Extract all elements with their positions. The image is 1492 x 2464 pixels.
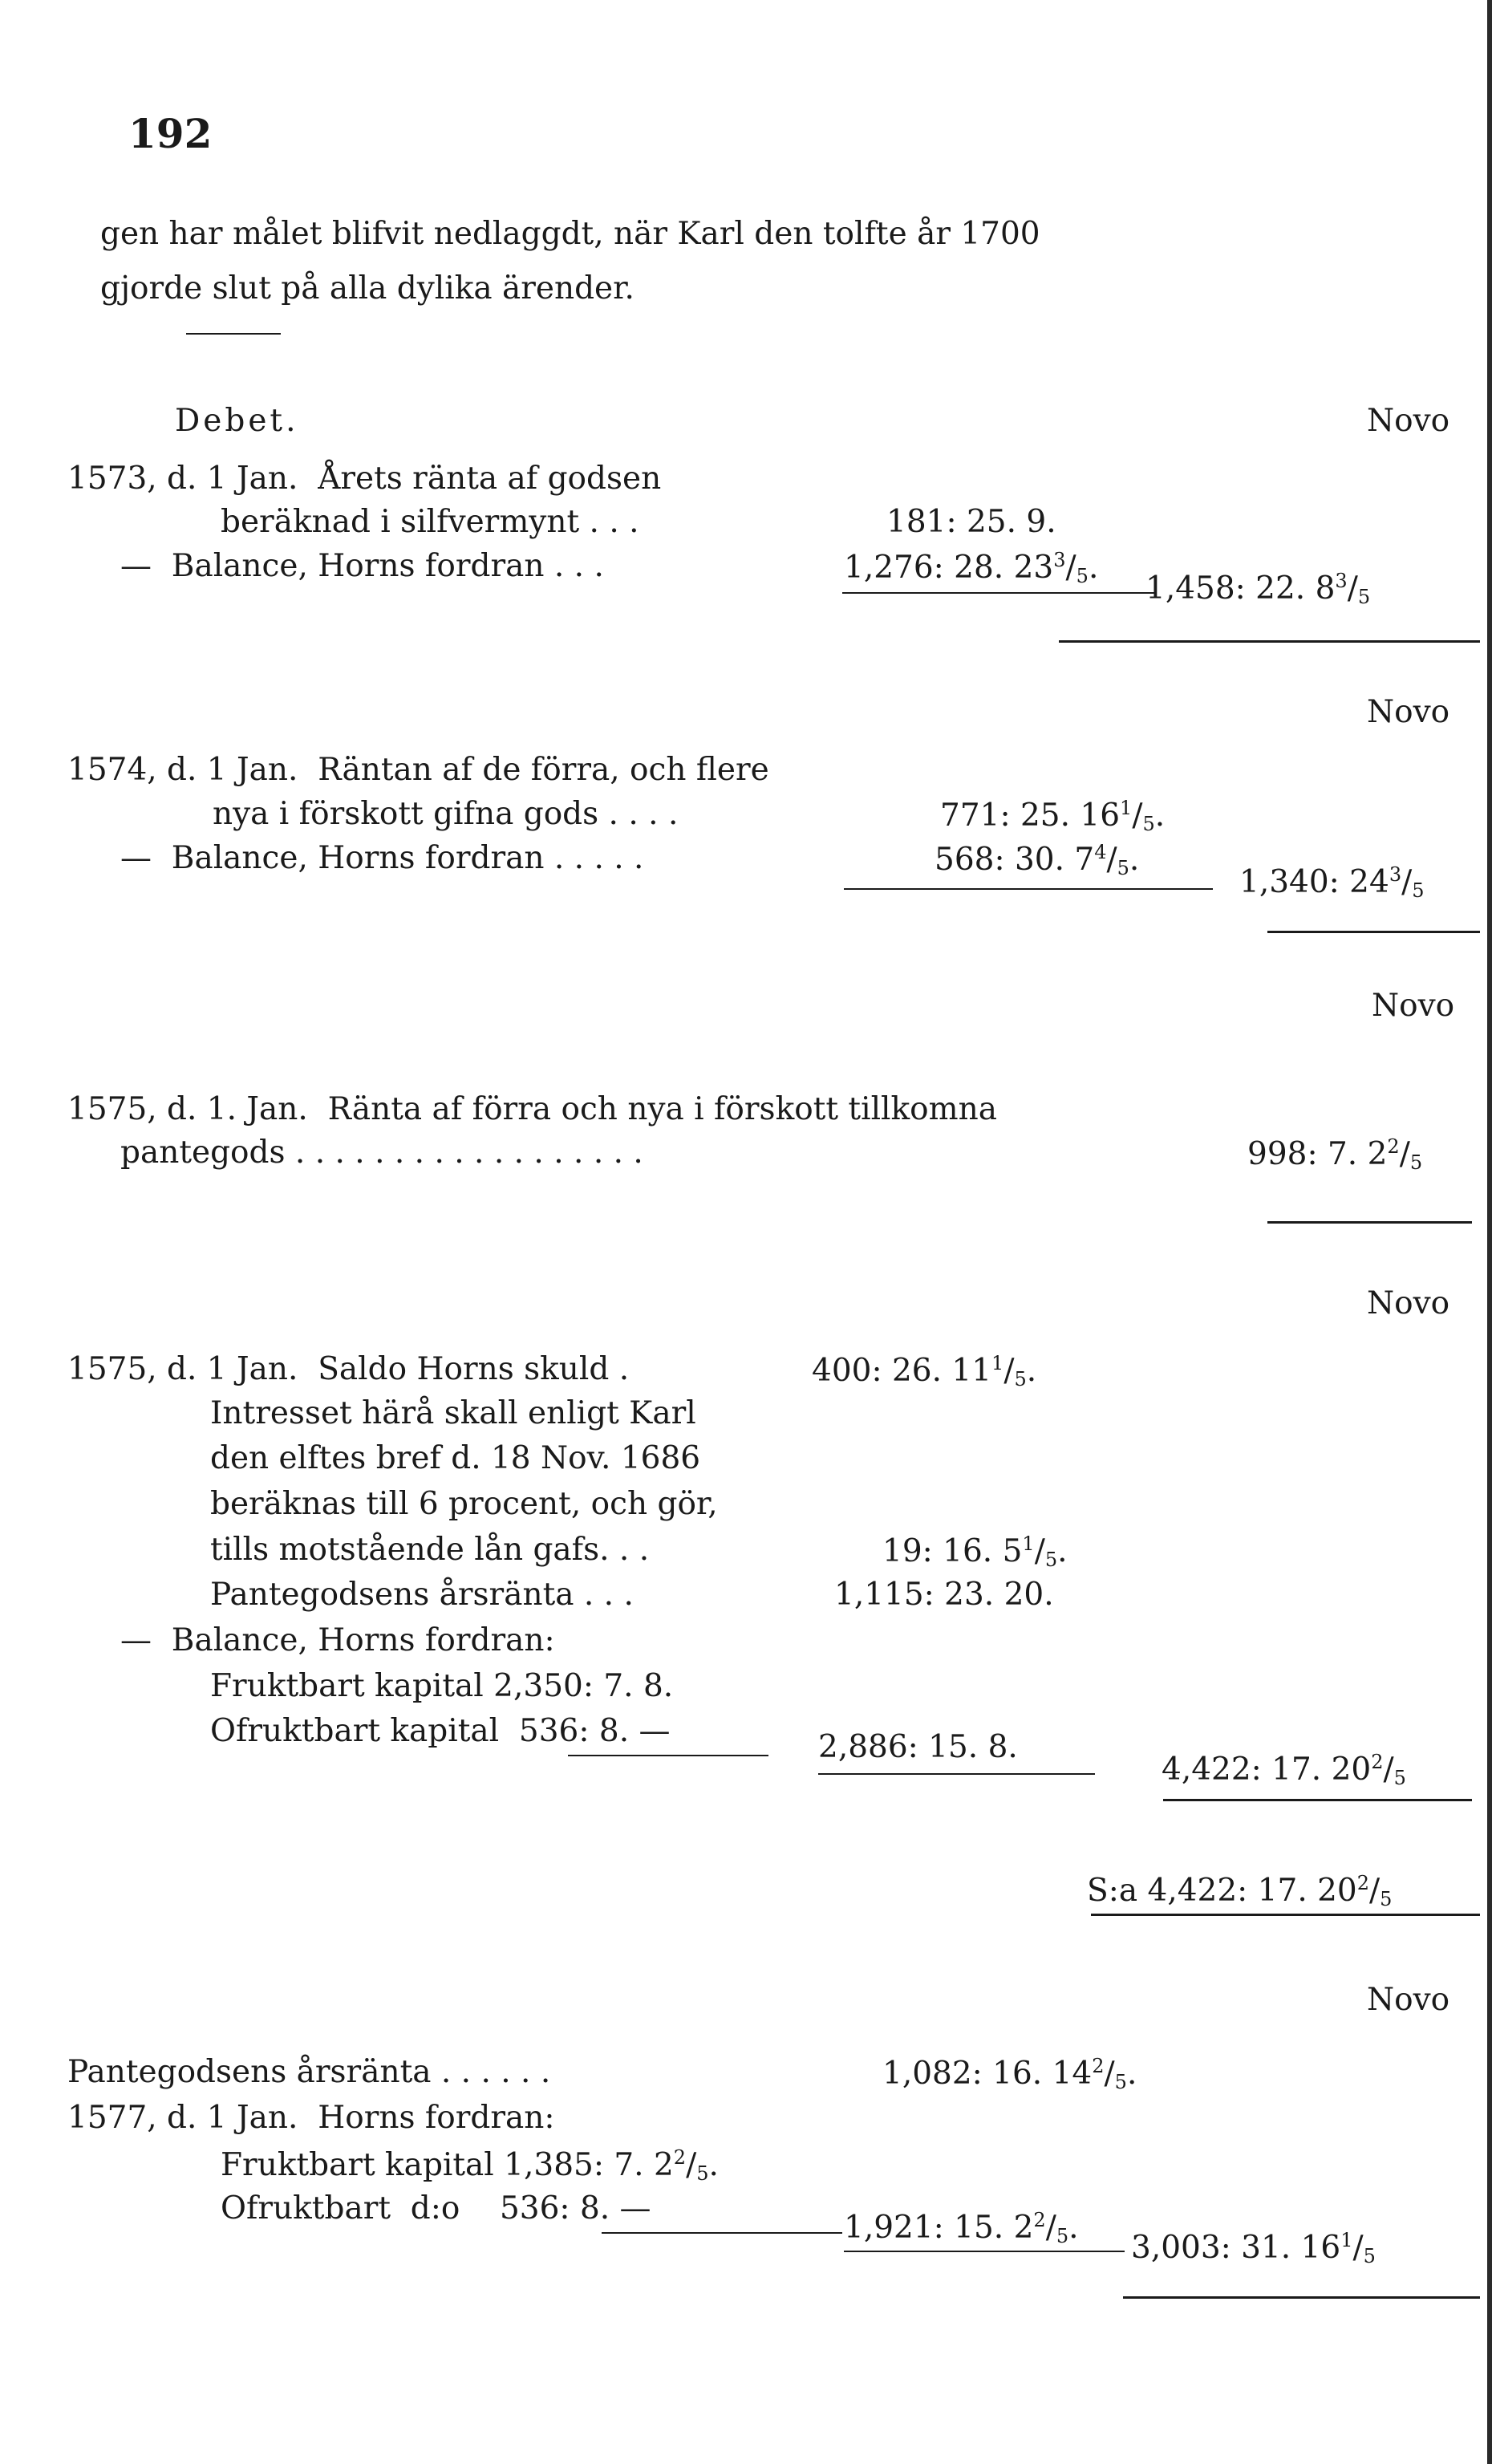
entry-1574-total: 1,340: $24^3/_5$ bbox=[1239, 863, 1425, 902]
novo-label-5: Novo bbox=[1367, 1982, 1450, 2018]
intro-line-2: gjorde slut på alla dylika ärender. bbox=[100, 270, 635, 306]
entry-1577-total: 3,003: 31. $16^1/_5$ bbox=[1131, 2229, 1376, 2267]
entry-1577-end-rule bbox=[1123, 2296, 1480, 2299]
entry-1577-line-4: Ofruktbart d:o 536: 8. — bbox=[221, 2190, 651, 2227]
entry-1575b-line-8: Fruktbart kapital 2,350: 7. 8. bbox=[210, 1668, 674, 1704]
novo-label-3: Novo bbox=[1372, 988, 1455, 1024]
entry-1573-amount-3: 1,276: 28. $23^3/_5$. bbox=[844, 549, 1099, 587]
entry-1575b-line-1: 1575, d. 1 Jan. Saldo Horns skuld . bbox=[67, 1351, 630, 1387]
novo-label-4: Novo bbox=[1367, 1285, 1450, 1321]
entry-1575a-total: 998: 7. $2^2/_5$ bbox=[1247, 1135, 1423, 1174]
entry-1575b-total: 4,422: 17. $20^2/_5$ bbox=[1162, 1751, 1406, 1789]
entry-1575b-line-3: den elftes bref d. 18 Nov. 1686 bbox=[210, 1440, 701, 1476]
page-edge-shadow bbox=[1487, 0, 1492, 2464]
entry-1575b-line-9: Ofruktbart kapital 536: 8. — bbox=[210, 1713, 671, 1749]
entry-1574-subtotal-rule bbox=[844, 888, 1213, 890]
entry-1575b-line-7: — Balance, Horns fordran: bbox=[120, 1622, 555, 1658]
entry-1574-amount-2: 771: 25. $16^1/_5$. bbox=[940, 797, 1166, 835]
entry-1575b-line-5: tills motstående lån gafs. . . bbox=[210, 1532, 650, 1568]
entry-1575a-end-rule bbox=[1267, 1221, 1472, 1224]
entry-1573-subtotal-rule bbox=[842, 592, 1155, 594]
entry-1577-capital-rule bbox=[602, 2232, 842, 2234]
entry-1574-line-3: — Balance, Horns fordran . . . . . bbox=[120, 840, 644, 876]
entry-1575b-subtotal-rule bbox=[818, 1773, 1095, 1775]
novo-label-2: Novo bbox=[1367, 694, 1450, 730]
entry-1575b-end-rule bbox=[1163, 1799, 1472, 1801]
entry-1575a-line-1: 1575, d. 1. Jan. Ränta af förra och nya i förskott tillkomna bbox=[67, 1091, 997, 1127]
entry-1575b-amount-6: 1,115: 23. 20. bbox=[834, 1577, 1054, 1613]
entry-1575b-amount-9: 2,886: 15. 8. bbox=[818, 1729, 1018, 1765]
sum-total: S:a 4,422: 17. $20^2/_5$ bbox=[1087, 1872, 1393, 1910]
entry-1575b-amount-1: 400: 26. $11^1/_5$. bbox=[812, 1352, 1037, 1390]
entry-1577-line-3: Fruktbart kapital 1,385: 7. $2^2/_5$. bbox=[221, 2146, 719, 2185]
entry-1573-line-2: beräknad i silfvermynt . . . bbox=[221, 504, 639, 540]
entry-1577-amount-1: 1,082: 16. $14^2/_5$. bbox=[882, 2055, 1137, 2093]
entry-1575b-amount-5: 19: 16. $5^1/_5$. bbox=[882, 1532, 1068, 1571]
entry-1573-line-3: — Balance, Horns fordran . . . bbox=[120, 548, 604, 584]
entry-1573-line-1: 1573, d. 1 Jan. Årets ränta af godsen bbox=[67, 461, 662, 497]
entry-1577-subtotal-rule bbox=[844, 2251, 1125, 2252]
entry-1577-line-1: Pantegodsens årsränta . . . . . . bbox=[67, 2054, 551, 2090]
section-divider bbox=[186, 333, 281, 335]
debet-heading: Debet. bbox=[175, 403, 299, 439]
entry-1577-line-2: 1577, d. 1 Jan. Horns fordran: bbox=[67, 2100, 555, 2136]
entry-1574-end-rule bbox=[1267, 931, 1480, 933]
entry-1574-amount-3: 568: 30. $7^4/_5$. bbox=[935, 841, 1140, 879]
entry-1575b-line-4: beräknas till 6 procent, och gör, bbox=[210, 1486, 718, 1522]
entry-1573-amount-2: 181: 25. 9. bbox=[886, 504, 1056, 540]
intro-line-1: gen har målet blifvit nedlaggdt, när Karl den tolfte år 1700 bbox=[100, 216, 1040, 252]
entry-1575b-line-2: Intresset härå skall enligt Karl bbox=[210, 1395, 696, 1431]
page-number: 192 bbox=[128, 110, 213, 157]
entry-1575b-capital-rule bbox=[568, 1755, 768, 1756]
novo-label-1: Novo bbox=[1367, 403, 1450, 439]
entry-1573-total: 1,458: 22. $8^3/_5$ bbox=[1145, 570, 1371, 608]
entry-1575a-line-2: pantegods . . . . . . . . . . . . . . . . . . bbox=[120, 1135, 643, 1171]
entry-1574-line-1: 1574, d. 1 Jan. Räntan af de förra, och flere bbox=[67, 752, 769, 788]
entry-1573-end-rule bbox=[1059, 640, 1480, 643]
sum-rule bbox=[1091, 1914, 1480, 1916]
entry-1575b-line-6: Pantegodsens årsränta . . . bbox=[210, 1577, 634, 1613]
entry-1574-line-2: nya i förskott gifna gods . . . . bbox=[213, 796, 679, 832]
entry-1577-amount-4: 1,921: 15. $2^2/_5$. bbox=[844, 2209, 1079, 2247]
